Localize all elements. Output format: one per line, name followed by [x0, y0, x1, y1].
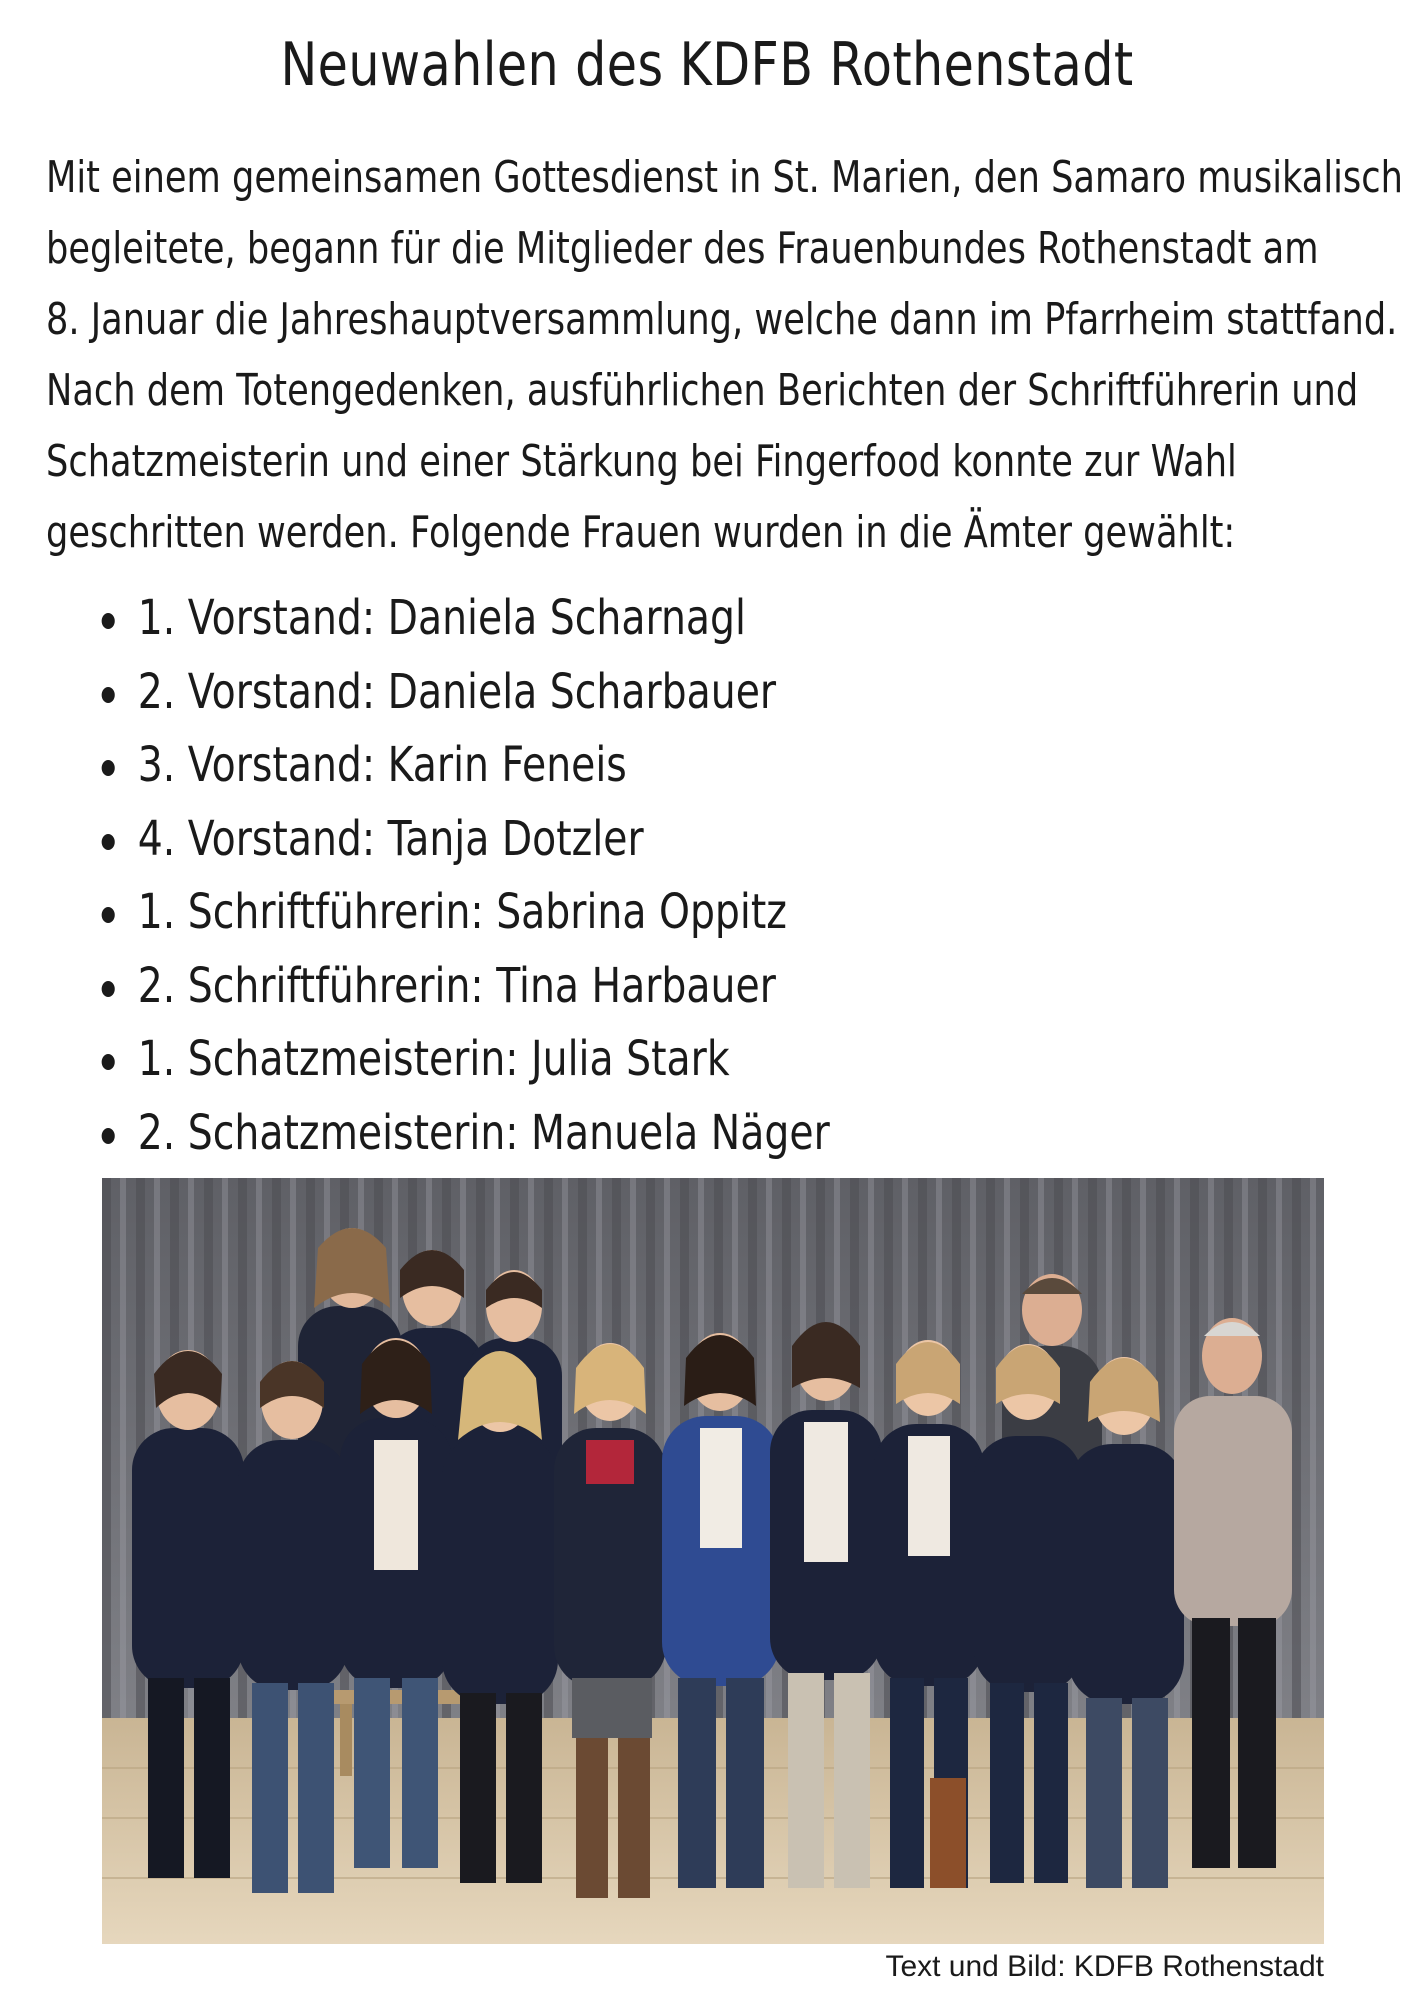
intro-line: 8. Januar die Jahreshauptversammlung, welche dann im Pfarrheim stattfand. — [46, 294, 1398, 345]
article-title: Neuwahlen des KDFB Rothenstadt — [280, 30, 1134, 100]
intro-line: Nach dem Totengedenken, ausführlichen Berichten der Schriftführerin und — [46, 365, 1359, 416]
front-row-people — [132, 1318, 1292, 1898]
intro-paragraph — [46, 142, 1403, 568]
officers-list — [100, 582, 830, 1170]
officer-item: 3. Vorstand: Karin Feneis — [100, 729, 830, 803]
officer-item: 4. Vorstand: Tanja Dotzler — [100, 803, 830, 877]
officer-item: 1. Schatzmeisterin: Julia Stark — [100, 1023, 830, 1097]
officer-item: 2. Vorstand: Daniela Scharbauer — [100, 656, 830, 730]
officer-item: 2. Schatzmeisterin: Manuela Näger — [100, 1097, 830, 1171]
intro-line: geschritten werden. Folgende Frauen wurden in die Ämter gewählt: — [46, 507, 1236, 558]
officer-item: 1. Schriftführerin: Sabrina Oppitz — [100, 876, 830, 950]
officer-item: 2. Schriftführerin: Tina Harbauer — [100, 950, 830, 1024]
officer-item: 1. Vorstand: Daniela Scharnagl — [100, 582, 830, 656]
group-photo — [102, 1178, 1324, 1944]
group-photo-illustration — [102, 1178, 1324, 1944]
intro-line: Mit einem gemeinsamen Gottesdienst in St. Marien, den Samaro musikalisch — [46, 152, 1403, 203]
photo-credit: Text und Bild: KDFB Rothenstadt — [885, 1950, 1324, 1983]
intro-line: begleitete, begann für die Mitglieder des Frauenbundes Rothenstadt am — [46, 223, 1319, 274]
intro-line: Schatzmeisterin und einer Stärkung bei Fingerfood konnte zur Wahl — [46, 436, 1237, 487]
